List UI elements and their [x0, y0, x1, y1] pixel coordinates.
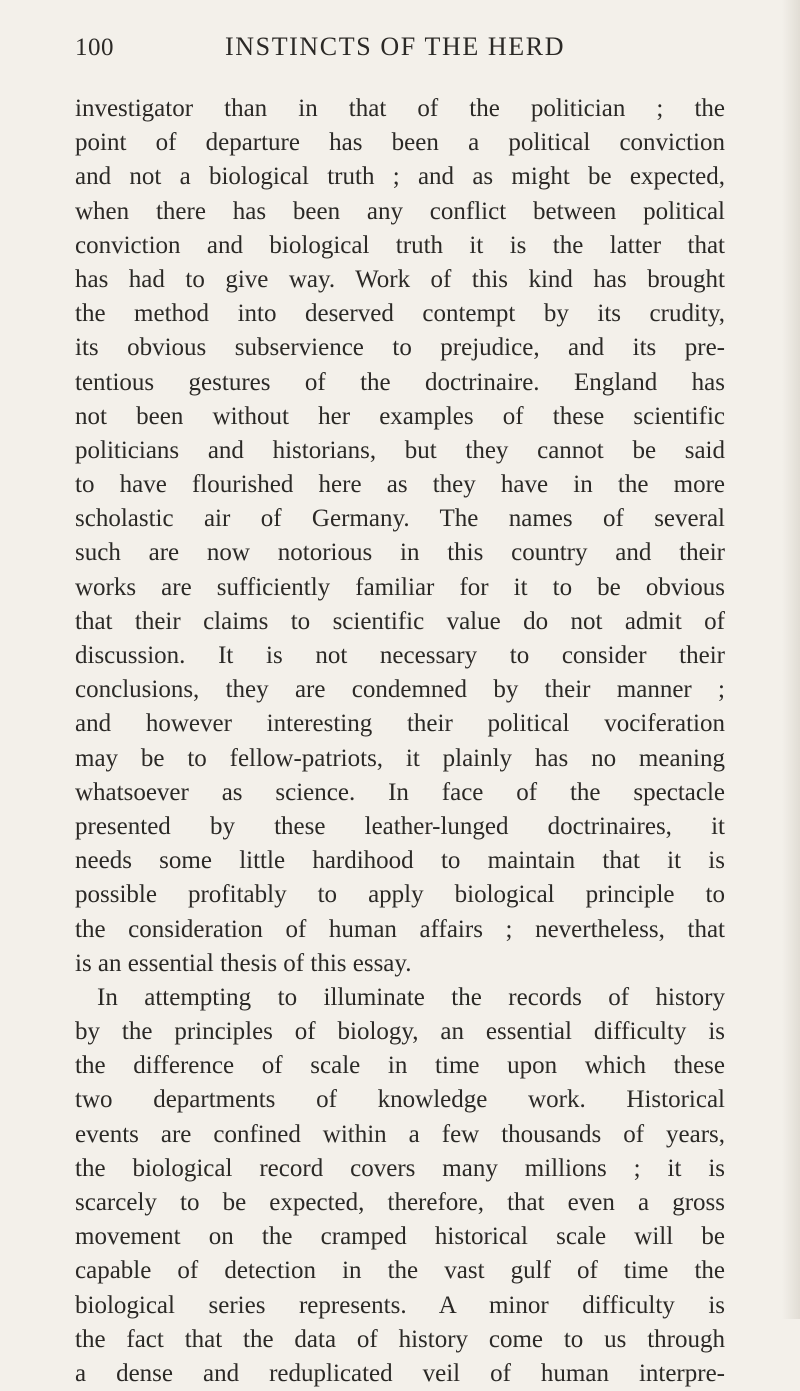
text-line: investigator than in that of the politician ; the — [75, 95, 725, 122]
text-line: not been without her examples of these scientific — [75, 402, 725, 430]
running-head: INSTINCTS OF THE HERD — [225, 32, 566, 61]
text-line: the fact that the data of history come to us through — [75, 1325, 725, 1353]
text-line: needs some little hardihood to maintain that it is — [75, 847, 725, 875]
text-line: scarcely to be expected, therefore, that even a gross — [75, 1189, 725, 1216]
text-line: presented by these leather-lunged doctrinaires, it — [75, 812, 725, 840]
text-line: the method into deserved contempt by its crudity, — [75, 300, 725, 328]
paragraph-start-line: In attempting to illuminate the records of history — [97, 983, 725, 1011]
text-line: conviction and biological truth it is the latter that — [75, 231, 725, 259]
text-line: and not a biological truth ; and as might be expected, — [75, 163, 725, 191]
text-line: politicians and historians, but they cannot be said — [75, 436, 725, 464]
text-line: has had to give way. Work of this kind has brought — [75, 265, 725, 293]
text-line: two departments of knowledge work. Historical — [75, 1086, 725, 1114]
text-line: such are now notorious in this country and their — [75, 539, 725, 567]
text-line: that their claims to scientific value do not admit of — [75, 607, 725, 635]
text-line: tentious gestures of the doctrinaire. England has — [75, 368, 725, 396]
text-line: the difference of scale in time upon which these — [75, 1052, 725, 1080]
text-line: its obvious subservience to prejudice, and its pre- — [75, 334, 725, 362]
text-line: works are sufficiently familiar for it to be obvious — [75, 573, 725, 601]
text-line: when there has been any conflict between political — [75, 197, 725, 225]
text-line: discussion. It is not necessary to consider their — [75, 642, 725, 669]
text-line: biological series represents. A minor difficulty is — [75, 1291, 725, 1319]
page-number: 100 — [75, 34, 114, 61]
text-line: to have flourished here as they have in the more — [75, 471, 725, 499]
text-line: and however interesting their political vociferation — [75, 710, 725, 738]
page-edge-shadow — [782, 0, 800, 1319]
text-line: possible profitably to apply biological principle to — [75, 881, 725, 909]
text-line: may be to fellow-patriots, it plainly has no meaning — [75, 744, 725, 772]
paragraph-end-line: is an essential thesis of this essay. — [75, 949, 412, 977]
text-line: point of departure has been a political conviction — [75, 129, 725, 157]
text-line: conclusions, they are condemned by their manner ; — [75, 676, 725, 704]
text-line: scholastic air of Germany. The names of several — [75, 505, 725, 533]
page-header — [75, 28, 725, 68]
text-line: by the principles of biology, an essential difficulty is — [75, 1018, 725, 1046]
text-line: the consideration of human affairs ; nevertheless, that — [75, 915, 725, 943]
text-line: a dense and reduplicated veil of human interpre- — [75, 1359, 725, 1387]
text-line: movement on the cramped historical scale will be — [75, 1223, 725, 1251]
text-line: capable of detection in the vast gulf of time the — [75, 1257, 725, 1285]
body-text — [75, 92, 725, 1391]
text-line: the biological record covers many millions ; it is — [75, 1154, 725, 1182]
text-line: whatsoever as science. In face of the spectacle — [75, 778, 725, 806]
text-line: events are confined within a few thousands of years, — [75, 1120, 725, 1148]
